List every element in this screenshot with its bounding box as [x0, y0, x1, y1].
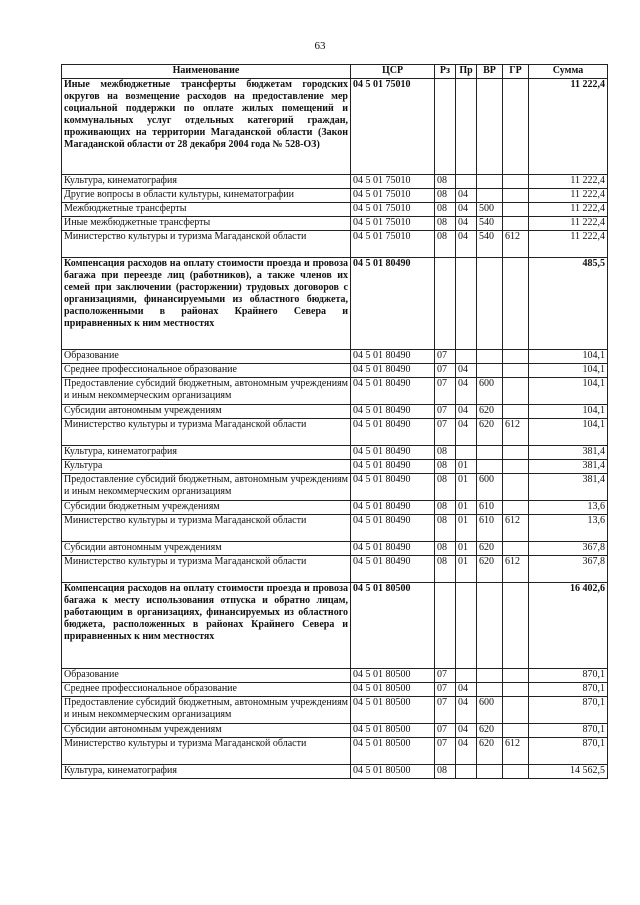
cell-csr: 04 5 01 75010: [351, 79, 435, 175]
cell-vr: 540: [477, 217, 503, 231]
cell-name: Предоставление субсидий бюджетным, автономным учреждениям и иным некоммерческим организациям: [62, 474, 351, 501]
cell-pr: 04: [456, 189, 477, 203]
cell-gr: [503, 683, 529, 697]
cell-name: Министерство культуры и туризма Магаданской области: [62, 738, 351, 765]
cell-vr: 620: [477, 542, 503, 556]
table-row: [62, 446, 608, 460]
cell-rz: 08: [435, 515, 456, 542]
cell-csr: 04 5 01 80490: [351, 542, 435, 556]
cell-pr: [456, 350, 477, 364]
table-row: [62, 724, 608, 738]
cell-gr: [503, 258, 529, 350]
cell-csr: 04 5 01 80500: [351, 683, 435, 697]
table-row: [62, 460, 608, 474]
cell-rz: 08: [435, 189, 456, 203]
cell-rz: 07: [435, 669, 456, 683]
cell-gr: [503, 669, 529, 683]
cell-pr: 01: [456, 515, 477, 542]
cell-rz: [435, 583, 456, 669]
cell-gr: [503, 364, 529, 378]
cell-gr: [503, 460, 529, 474]
cell-gr: [503, 350, 529, 364]
cell-csr: 04 5 01 75010: [351, 217, 435, 231]
table-row: [62, 189, 608, 203]
table-row: [62, 350, 608, 364]
cell-pr: 04: [456, 378, 477, 405]
cell-name: Министерство культуры и туризма Магаданской области: [62, 231, 351, 258]
cell-sum: 16 402,6: [529, 583, 608, 669]
cell-csr: 04 5 01 80500: [351, 583, 435, 669]
cell-vr: 610: [477, 515, 503, 542]
cell-name: Министерство культуры и туризма Магаданской области: [62, 419, 351, 446]
cell-csr: 04 5 01 80490: [351, 350, 435, 364]
header-pr: Пр: [456, 65, 477, 79]
cell-sum: 11 222,4: [529, 79, 608, 175]
cell-csr: 04 5 01 80500: [351, 669, 435, 683]
cell-csr: 04 5 01 80490: [351, 501, 435, 515]
cell-vr: [477, 189, 503, 203]
table-row: [62, 583, 608, 669]
cell-gr: [503, 765, 529, 779]
cell-gr: [503, 724, 529, 738]
table-body: [62, 79, 608, 779]
cell-sum: 381,4: [529, 446, 608, 460]
cell-csr: 04 5 01 80500: [351, 724, 435, 738]
cell-rz: 08: [435, 765, 456, 779]
cell-pr: 01: [456, 474, 477, 501]
table-row: [62, 697, 608, 724]
cell-name: Культура, кинематография: [62, 446, 351, 460]
cell-pr: [456, 765, 477, 779]
cell-pr: 04: [456, 203, 477, 217]
cell-pr: [456, 669, 477, 683]
cell-pr: [456, 258, 477, 350]
cell-pr: 04: [456, 231, 477, 258]
cell-pr: [456, 446, 477, 460]
budget-table: [61, 64, 608, 779]
cell-name: Субсидии автономным учреждениям: [62, 724, 351, 738]
cell-sum: 104,1: [529, 378, 608, 405]
cell-name: Министерство культуры и туризма Магаданской области: [62, 515, 351, 542]
cell-csr: 04 5 01 80490: [351, 364, 435, 378]
cell-name: Субсидии автономным учреждениям: [62, 542, 351, 556]
cell-name: Субсидии бюджетным учреждениям: [62, 501, 351, 515]
cell-gr: [503, 217, 529, 231]
cell-pr: 04: [456, 405, 477, 419]
cell-csr: 04 5 01 80490: [351, 474, 435, 501]
cell-rz: 08: [435, 203, 456, 217]
cell-pr: 04: [456, 419, 477, 446]
cell-rz: 08: [435, 217, 456, 231]
cell-gr: [503, 474, 529, 501]
cell-rz: 08: [435, 474, 456, 501]
cell-pr: [456, 175, 477, 189]
table-row: [62, 556, 608, 583]
cell-gr: 612: [503, 419, 529, 446]
cell-vr: [477, 350, 503, 364]
cell-vr: 600: [477, 378, 503, 405]
table-header-row: [62, 65, 608, 79]
cell-gr: [503, 583, 529, 669]
cell-name: Предоставление субсидий бюджетным, автономным учреждениям и иным некоммерческим организациям: [62, 378, 351, 405]
cell-pr: 04: [456, 724, 477, 738]
cell-csr: 04 5 01 80490: [351, 446, 435, 460]
cell-sum: 104,1: [529, 364, 608, 378]
header-sum: Сумма: [529, 65, 608, 79]
table-row: [62, 258, 608, 350]
cell-pr: 01: [456, 501, 477, 515]
cell-vr: 610: [477, 501, 503, 515]
table-row: [62, 515, 608, 542]
cell-sum: 11 222,4: [529, 217, 608, 231]
cell-pr: 04: [456, 217, 477, 231]
cell-sum: 870,1: [529, 697, 608, 724]
cell-sum: 104,1: [529, 350, 608, 364]
cell-sum: 11 222,4: [529, 203, 608, 217]
cell-name: Образование: [62, 669, 351, 683]
cell-vr: [477, 79, 503, 175]
cell-rz: 07: [435, 378, 456, 405]
cell-sum: 367,8: [529, 556, 608, 583]
cell-name: Субсидии автономным учреждениям: [62, 405, 351, 419]
cell-name: Культура: [62, 460, 351, 474]
cell-sum: 13,6: [529, 501, 608, 515]
table-row: [62, 231, 608, 258]
cell-rz: 08: [435, 446, 456, 460]
cell-vr: 620: [477, 724, 503, 738]
cell-pr: [456, 583, 477, 669]
cell-vr: 500: [477, 203, 503, 217]
cell-vr: 620: [477, 405, 503, 419]
header-name: Наименование: [62, 65, 351, 79]
cell-rz: 08: [435, 175, 456, 189]
cell-gr: [503, 542, 529, 556]
cell-gr: [503, 501, 529, 515]
cell-rz: [435, 258, 456, 350]
cell-gr: [503, 189, 529, 203]
cell-vr: [477, 765, 503, 779]
cell-name: Иные межбюджетные трансферты бюджетам городских округов на возмещение расходов на предоставление мер социальной поддержки по оплате жилых помещений и коммунальных услуг отдельных категорий граждан, проживающих на территории Магаданской области (Закон Магаданской области от 28 декабря 2004 года № 528-ОЗ): [62, 79, 351, 175]
cell-gr: 612: [503, 738, 529, 765]
cell-csr: 04 5 01 80490: [351, 378, 435, 405]
cell-vr: [477, 669, 503, 683]
cell-gr: [503, 378, 529, 405]
header-rz: Рз: [435, 65, 456, 79]
cell-csr: 04 5 01 75010: [351, 175, 435, 189]
table-row: [62, 669, 608, 683]
cell-gr: 612: [503, 231, 529, 258]
cell-rz: 07: [435, 350, 456, 364]
cell-sum: 381,4: [529, 460, 608, 474]
cell-csr: 04 5 01 80500: [351, 765, 435, 779]
cell-sum: 870,1: [529, 669, 608, 683]
cell-csr: 04 5 01 80490: [351, 258, 435, 350]
cell-rz: 08: [435, 542, 456, 556]
table-row: [62, 501, 608, 515]
table-row: [62, 738, 608, 765]
cell-vr: 620: [477, 738, 503, 765]
cell-vr: 600: [477, 697, 503, 724]
cell-name: Компенсация расходов на оплату стоимости проезда и провоза багажа к месту использования отпуска и обратно лицам, работающим в организациях, финансируемых из областного бюджета, расположенных в районах Крайнего Севера и приравненных к ним местностях: [62, 583, 351, 669]
table-row: [62, 683, 608, 697]
cell-vr: [477, 364, 503, 378]
cell-csr: 04 5 01 80490: [351, 460, 435, 474]
cell-sum: 11 222,4: [529, 231, 608, 258]
cell-vr: [477, 446, 503, 460]
cell-vr: [477, 460, 503, 474]
cell-name: Иные межбюджетные трансферты: [62, 217, 351, 231]
cell-csr: 04 5 01 75010: [351, 189, 435, 203]
cell-name: Образование: [62, 350, 351, 364]
cell-csr: 04 5 01 80490: [351, 419, 435, 446]
cell-rz: 07: [435, 738, 456, 765]
cell-sum: 367,8: [529, 542, 608, 556]
cell-vr: 600: [477, 474, 503, 501]
cell-rz: 07: [435, 364, 456, 378]
cell-rz: 08: [435, 556, 456, 583]
cell-csr: 04 5 01 80500: [351, 697, 435, 724]
cell-gr: [503, 697, 529, 724]
cell-vr: [477, 583, 503, 669]
cell-sum: 485,5: [529, 258, 608, 350]
cell-rz: 07: [435, 724, 456, 738]
cell-gr: [503, 175, 529, 189]
cell-pr: 04: [456, 738, 477, 765]
table-row: [62, 474, 608, 501]
table-row: [62, 217, 608, 231]
cell-rz: 07: [435, 683, 456, 697]
cell-vr: 620: [477, 556, 503, 583]
cell-name: Среднее профессиональное образование: [62, 364, 351, 378]
cell-sum: 870,1: [529, 683, 608, 697]
cell-csr: 04 5 01 80490: [351, 405, 435, 419]
table-row: [62, 765, 608, 779]
cell-pr: 01: [456, 542, 477, 556]
cell-vr: 620: [477, 419, 503, 446]
cell-name: Культура, кинематография: [62, 765, 351, 779]
cell-pr: 04: [456, 683, 477, 697]
cell-rz: 07: [435, 405, 456, 419]
cell-sum: 870,1: [529, 738, 608, 765]
cell-sum: 11 222,4: [529, 175, 608, 189]
cell-csr: 04 5 01 80490: [351, 515, 435, 542]
cell-rz: 08: [435, 501, 456, 515]
cell-vr: [477, 258, 503, 350]
cell-rz: 07: [435, 419, 456, 446]
cell-sum: 14 562,5: [529, 765, 608, 779]
table-row: [62, 175, 608, 189]
cell-sum: 13,6: [529, 515, 608, 542]
cell-pr: 04: [456, 697, 477, 724]
cell-name: Межбюджетные трансферты: [62, 203, 351, 217]
cell-pr: [456, 79, 477, 175]
cell-gr: 612: [503, 556, 529, 583]
table-row: [62, 419, 608, 446]
cell-csr: 04 5 01 80490: [351, 556, 435, 583]
cell-gr: [503, 405, 529, 419]
cell-sum: 381,4: [529, 474, 608, 501]
table-row: [62, 79, 608, 175]
table-row: [62, 405, 608, 419]
cell-gr: 612: [503, 515, 529, 542]
cell-csr: 04 5 01 80500: [351, 738, 435, 765]
cell-name: Предоставление субсидий бюджетным, автономным учреждениям и иным некоммерческим организациям: [62, 697, 351, 724]
cell-gr: [503, 446, 529, 460]
cell-sum: 104,1: [529, 405, 608, 419]
cell-sum: 870,1: [529, 724, 608, 738]
cell-vr: [477, 175, 503, 189]
cell-pr: 04: [456, 364, 477, 378]
page-number: 63: [314, 40, 326, 52]
cell-name: Министерство культуры и туризма Магаданской области: [62, 556, 351, 583]
header-csr: ЦСР: [351, 65, 435, 79]
cell-pr: 01: [456, 460, 477, 474]
cell-rz: [435, 79, 456, 175]
cell-rz: 08: [435, 231, 456, 258]
cell-gr: [503, 203, 529, 217]
cell-vr: 540: [477, 231, 503, 258]
cell-pr: 01: [456, 556, 477, 583]
cell-name: Среднее профессиональное образование: [62, 683, 351, 697]
cell-name: Культура, кинематография: [62, 175, 351, 189]
table-row: [62, 203, 608, 217]
cell-vr: [477, 683, 503, 697]
cell-csr: 04 5 01 75010: [351, 203, 435, 217]
header-vr: ВР: [477, 65, 503, 79]
header-gr: ГР: [503, 65, 529, 79]
cell-rz: 08: [435, 460, 456, 474]
cell-csr: 04 5 01 75010: [351, 231, 435, 258]
cell-gr: [503, 79, 529, 175]
cell-sum: 11 222,4: [529, 189, 608, 203]
table-row: [62, 364, 608, 378]
table-row: [62, 378, 608, 405]
cell-name: Компенсация расходов на оплату стоимости проезда и провоза багажа при переезде лиц (работников), а также членов их семей при заключении (расторжении) трудовых договоров с организациями, финансируемыми из областного бюджета, расположенными в районах Крайнего Севера и приравненных к ним местностях: [62, 258, 351, 350]
cell-sum: 104,1: [529, 419, 608, 446]
cell-name: Другие вопросы в области культуры, кинематографии: [62, 189, 351, 203]
cell-rz: 07: [435, 697, 456, 724]
table-row: [62, 542, 608, 556]
